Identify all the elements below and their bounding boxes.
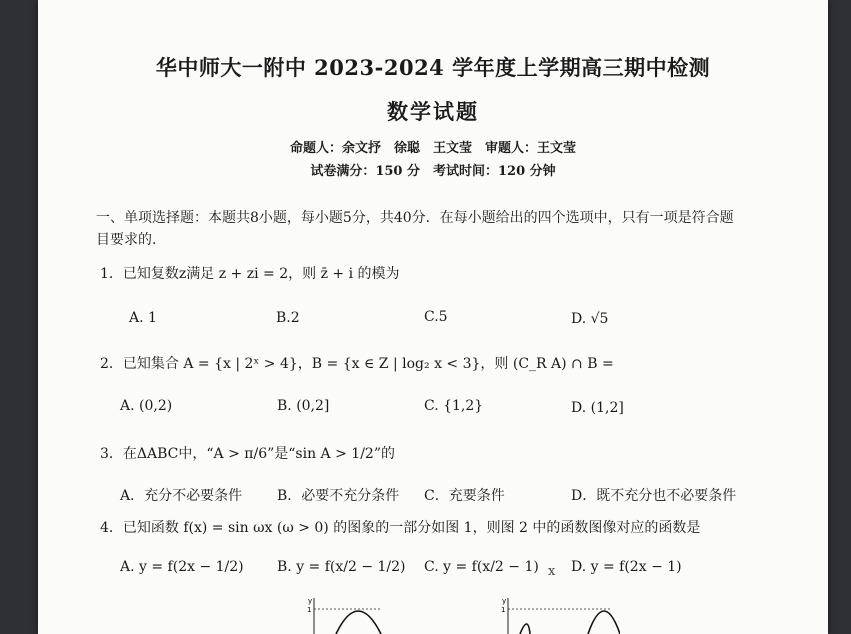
question-3-option-a: A．充分不必要条件: [120, 488, 243, 504]
question-4-option-d: D. y = f(2x − 1): [571, 559, 682, 575]
question-2-option-b: B. (0,2]: [277, 398, 330, 414]
question-3-stem: 3．在ΔABC中，“A > π/6”是“sin A > 1/2”的: [100, 446, 395, 462]
question-1-option-d: D. √5: [571, 311, 609, 327]
question-2-option-d: D. (1,2]: [571, 400, 624, 416]
figure-2-curve-right: [588, 611, 620, 634]
figure-2-graph: [500, 594, 620, 634]
figure-2-y-label: y: [502, 597, 507, 605]
question-2-option-a: A. (0,2): [120, 398, 173, 414]
question-4-option-b: B. y = f(x/2 − 1/2): [277, 559, 406, 575]
exam-title: 华中师大一附中 2023-2024 学年度上学期高三期中检测: [155, 55, 711, 80]
question-1-option-c: C.5: [424, 309, 448, 325]
figure-1-y-label: y: [308, 597, 313, 605]
figure-2-curve-left: [520, 624, 530, 634]
question-3-option-d: D．既不充分也不必要条件: [571, 488, 737, 504]
question-2-stem: 2．已知集合 A = {x | 2ˣ > 4}，B = {x ∈ Z | log₂ x < 3}，则 (C_R A) ∩ B =: [100, 356, 614, 372]
figure-1-curve: [336, 611, 381, 634]
figure-1-tick-1: 1: [307, 606, 312, 614]
section-heading: 一、单项选择题：本题共8小题，每小题5分，共40分．在每小题给出的四个选项中，只有一项是符合题: [96, 210, 734, 226]
pencil-mark: x: [548, 564, 556, 579]
question-1-stem: 1．已知复数z满足 z + zi = 2，则 z̄ + i 的模为: [100, 266, 400, 282]
question-4-stem: 4．已知函数 f(x) = sin ωx (ω > 0) 的图象的一部分如图 1，则图 2 中的函数图像对应的函数是: [100, 520, 701, 536]
figure-1-graph: [306, 594, 416, 634]
question-4-option-a: A. y = f(2x − 1/2): [120, 559, 244, 575]
question-3-option-c: C．充要条件: [424, 488, 505, 504]
question-2-option-c: C. {1,2}: [424, 398, 484, 414]
question-4-option-c: C. y = f(x/2 − 1): [424, 559, 539, 575]
figure-2-tick-1: 1: [501, 606, 506, 614]
section-heading-cont: 目要求的．: [96, 232, 166, 248]
authors-line: 命题人：余文抒 徐聪 王文莹 审题人：王文莹: [289, 141, 576, 156]
exam-page[interactable]: [38, 0, 828, 634]
question-1-option-b: B.2: [276, 310, 300, 326]
question-3-option-b: B．必要不充分条件: [277, 488, 400, 504]
exam-subtitle: 数学试题: [387, 99, 479, 124]
question-1-option-a: A. 1: [129, 310, 157, 326]
exam-info-line: 试卷满分：150 分 考试时间：120 分钟: [310, 164, 556, 179]
